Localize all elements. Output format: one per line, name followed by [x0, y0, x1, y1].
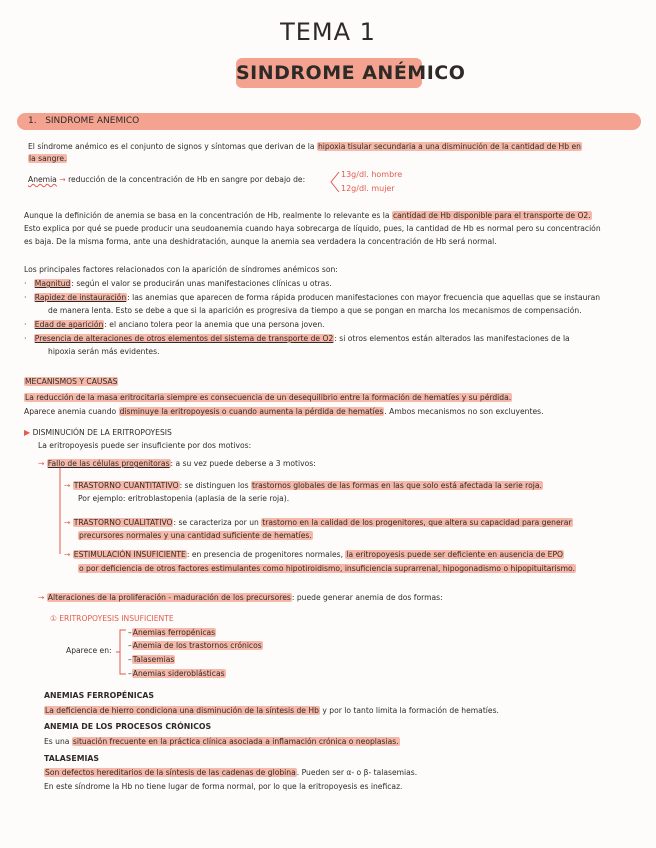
trastorno-cualitativo: → TRASTORNO CUALITATIVO: se caracteriza por un trastorno en la calidad de los progenitores, que altera su capacidad para generar [64, 518, 572, 527]
arrow-right-icon: → [64, 481, 71, 490]
arrow-right-icon: → [64, 550, 71, 559]
bullet-icon: · [24, 320, 27, 329]
definition-line-1: El síndrome anémico es el conjunto de signos y síntomas que derivan de la hipoxia tisular secundaria a una disminución de la cantidad de Hb en [28, 142, 581, 151]
trastorno-cuantitativo-example: Por ejemplo: eritroblastopenia (aplasia de la serie roja). [78, 494, 290, 503]
page-title: TEMA 1 [280, 18, 376, 46]
factor-item: · Rapidez de instauración: las anemias que aparecen de forma rápida producen manifestaciones con mayor frecuencia que aquellas que se instauran [24, 293, 601, 302]
arrow-right-icon: → [38, 459, 45, 468]
mecanismos-heading: MECANISMOS Y CAUSAS [25, 377, 118, 386]
trastorno-cuantitativo: → TRASTORNO CUANTITATIVO: se distinguen los trastornos globales de las formas en las que solo está afectada la serie roja. [64, 481, 542, 490]
para2-line-1: Aunque la definición de anemia se basa en la concentración de Hb, realmente lo relevante es la cantidad de Hb disponible para el transporte de O2. [24, 211, 591, 220]
anemia-word: Anemia [28, 175, 57, 184]
factor-item: · Magnitud: según el valor se producirán unas manifestaciones clínicas u otras. [24, 279, 332, 288]
talasemias-heading: TALASEMIAS [44, 754, 100, 763]
list-item: –Anemia de los trastornos crónicos [128, 641, 262, 650]
mecanismos-line-2: Aparece anemia cuando disminuye la eritropoyesis o cuando aumenta la pérdida de hematíes. Ambos mecanismos no son excluyentes. [24, 407, 544, 416]
list-item: –Talasemias [128, 655, 175, 664]
arrow-right-icon: → [38, 593, 45, 602]
page-subtitle: SINDROME ANÉMICO [236, 62, 466, 84]
para2-line-3: es baja. De la misma forma, ante una deshidratación, aunque la anemia sea verdadera la concentración de Hb será normal. [24, 237, 497, 246]
aparece-label: Aparece en: [66, 646, 112, 655]
factor-item: · Edad de aparición: el anciano tolera peor la anemia que una persona joven. [24, 320, 325, 329]
alteraciones-line: → Alteraciones de la proliferación - maduración de los precursores: puede generar anemia de dos formas: [38, 593, 443, 602]
brace-icon [114, 628, 128, 678]
section-number: 1. [28, 116, 37, 126]
section-label: SINDROME ANEMICO [45, 116, 140, 126]
para2-line-2: Esto explica por qué se puede producir una seudoanemia cuando haya sobrecarga de líquido, pues, la cantidad de Hb es normal pero su concentración [24, 224, 601, 233]
cronicos-heading: ANEMIA DE LOS PROCESOS CRÓNICOS [44, 722, 212, 731]
insuficiente-heading: ① ERITROPOYESIS INSUFICIENTE [50, 614, 174, 623]
list-item: –Anemias ferropénicas [128, 628, 216, 637]
disminucion-intro: La eritropoyesis puede ser insuficiente por dos motivos: [38, 441, 252, 450]
triangle-right-icon: ▶ [24, 428, 31, 437]
mecanismos-line-1: La reducción de la masa eritrocitaria siempre es consecuencia de un desequilibrio entre la formación de hematíes y su pérdida. [25, 393, 512, 402]
anemia-definition: Anemia → reducción de la concentración de Hb en sangre por debajo de: [28, 175, 306, 184]
ferropenicas-text: La deficiencia de hierro condiciona una disminución de la síntesis de Hb y por lo tanto limita la formación de hematíes. [45, 706, 499, 715]
arrow-right-icon: → [59, 175, 66, 184]
threshold-men: 13g/dl. hombre [341, 170, 403, 179]
list-item: –Anemias sideroblásticas [128, 669, 225, 678]
talasemias-text-2: En este síndrome la Hb no tiene lugar de forma normal, por lo que la eritropoyesis es ineficaz. [44, 782, 403, 791]
section-heading [28, 114, 139, 129]
cronicos-text: Es una situación frecuente en la práctica clínica asociada a inflamación crónica o neoplasias. [44, 737, 399, 746]
disminucion-heading: ▶ DISMINUCIÓN DE LA ERITROPOYESIS [24, 428, 172, 437]
bullet-icon: · [24, 334, 27, 343]
definition-highlight: hipoxia tisular secundaria a una disminución de la cantidad de Hb en [317, 142, 581, 151]
talasemias-text: Son defectos hereditarios de la síntesis de las cadenas de globina. Pueden ser α- o β- talasemias. [45, 768, 418, 777]
estimulacion-insuficiente-cont: o por deficiencia de otros factores estimulantes como hipotiroidismo, insuficiencia suprarrenal, hipogonadismo o hipopituitarismo. [79, 564, 575, 573]
fallo-line: → Fallo de las células progenitoras: a su vez puede deberse a 3 motivos: [38, 459, 316, 468]
circled-one-icon: ① [50, 614, 57, 623]
definition-line-2: la sangre. [29, 154, 67, 163]
threshold-women: 12g/dl. mujer [341, 184, 395, 193]
ferropenicas-heading: ANEMIAS FERROPÉNICAS [44, 691, 155, 700]
brace-icon [327, 170, 341, 194]
bullet-icon: · [24, 279, 27, 288]
bullet-icon: · [24, 293, 27, 302]
factor-item-cont: de manera lenta. Esto se debe a que si la aparición es progresiva da tiempo a que se pongan en marcha los mecanismos de compensación. [48, 306, 582, 315]
factor-item-cont: hipoxia serán más evidentes. [48, 347, 160, 356]
estimulacion-insuficiente: → ESTIMULACIÓN INSUFICIENTE: en presencia de progenitores normales, la eritropoyesis puede ser deficiente en ausencia de EPO [64, 550, 564, 559]
trastorno-cualitativo-cont: precursores normales y una cantidad suficiente de hematíes. [79, 531, 312, 540]
factors-intro: Los principales factores relacionados con la aparición de síndromes anémicos son: [24, 265, 338, 274]
arrow-right-icon: → [64, 518, 71, 527]
factor-item: · Presencia de alteraciones de otros elementos del sistema de transporte de O2: si otros elementos están alterados las manifestaciones de la [24, 334, 570, 343]
